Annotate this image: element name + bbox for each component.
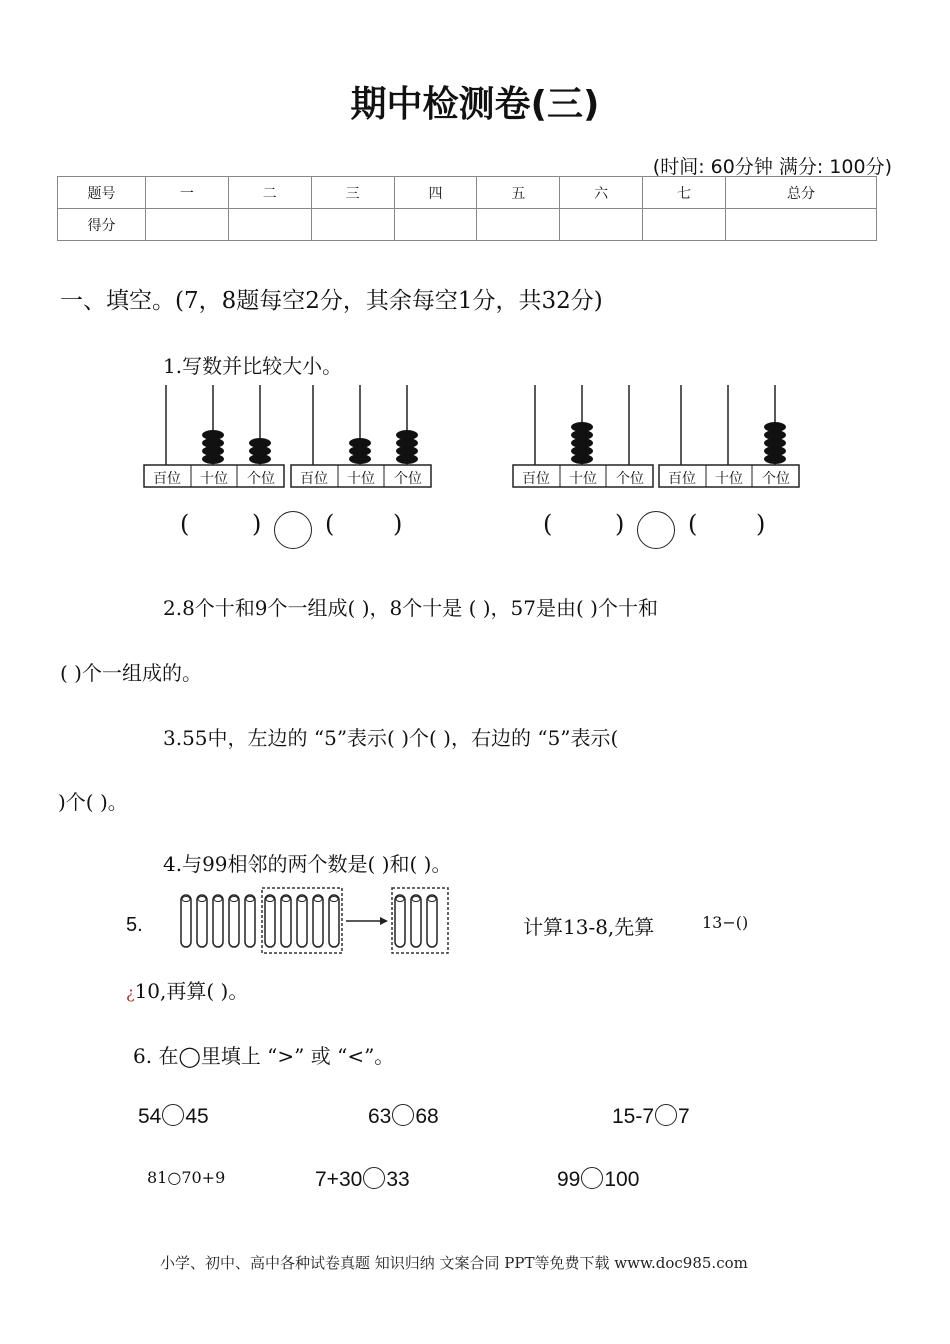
score-cell [146, 209, 229, 241]
place-label: 个位 [762, 471, 790, 487]
stick [313, 895, 323, 947]
place-label: 百位 [668, 471, 696, 487]
compare-left: 99 [557, 1168, 581, 1191]
compare-circle[interactable] [655, 1104, 677, 1126]
question-2-line2: ( )个一组成的。 [60, 661, 202, 685]
score-cell [311, 209, 394, 241]
question-3-line1: 3.55中，左边的 “5”表示( )个( )，右边的 “5”表示( [163, 726, 619, 750]
stick [197, 895, 207, 947]
stick [265, 895, 275, 947]
compare-item-small: 81○70+9 [147, 1168, 226, 1187]
score-header-cell: 五 [477, 177, 560, 209]
compare-circle[interactable] [363, 1167, 385, 1189]
answer-blank-open[interactable]: ( [688, 510, 698, 538]
score-table [57, 176, 877, 241]
abacus [512, 383, 654, 497]
score-header-cell: 题号 [58, 177, 146, 209]
score-cell [725, 209, 876, 241]
score-cell [394, 209, 477, 241]
place-label: 十位 [347, 471, 375, 487]
score-cell [643, 209, 726, 241]
compare-right: 7 [678, 1105, 690, 1128]
answer-blank-close[interactable]: ) [393, 510, 403, 538]
compare-item [315, 1167, 410, 1192]
place-label: 百位 [153, 471, 181, 487]
place-label: 个位 [394, 471, 422, 487]
abacus [290, 383, 432, 497]
stick [245, 895, 255, 947]
abacus-bead [202, 430, 224, 440]
compare-right: 68 [415, 1105, 439, 1128]
compare-left: 63 [368, 1105, 392, 1128]
score-cell [228, 209, 311, 241]
answer-blank-close[interactable]: ) [615, 510, 625, 538]
stick [181, 895, 191, 947]
place-label: 百位 [300, 471, 328, 487]
answer-blank-open[interactable]: ( [180, 510, 190, 538]
stick [427, 895, 437, 947]
question-5-text: 计算13-8,先算 [523, 915, 655, 939]
compare-left: 7+30 [315, 1168, 363, 1191]
place-label: 十位 [200, 471, 228, 487]
sticks-figure [180, 885, 465, 955]
answer-blank-open[interactable]: ( [325, 510, 335, 538]
score-header-cell: 四 [394, 177, 477, 209]
stick [329, 895, 339, 947]
answer-blank-open[interactable]: ( [543, 510, 553, 538]
stick [213, 895, 223, 947]
score-row-label: 得分 [58, 209, 146, 241]
compare-left: 15-7 [612, 1105, 655, 1128]
score-header-cell: 一 [146, 177, 229, 209]
compare-item [557, 1167, 639, 1192]
abacus-bead [571, 422, 593, 432]
compare-left: 54 [138, 1105, 162, 1128]
stick [395, 895, 405, 947]
score-cell [560, 209, 643, 241]
abacus [143, 383, 285, 497]
compare-item [612, 1104, 690, 1129]
compare-circle[interactable] [274, 511, 312, 549]
stick [281, 895, 291, 947]
compare-circle[interactable] [637, 511, 675, 549]
score-header-cell: 六 [560, 177, 643, 209]
stick [229, 895, 239, 947]
answer-blank-close[interactable]: ) [252, 510, 262, 538]
footer-text: 小学、初中、高中各种试卷真题 知识归纳 文案合同 PPT等免费下载 www.doc985.com [160, 1254, 748, 1272]
stick [297, 895, 307, 947]
question-2-line1: 2.8个十和9个一组成( )，8个十是 ( )，57是由( )个十和 [163, 596, 658, 620]
score-header-cell: 二 [228, 177, 311, 209]
score-header-cell: 三 [311, 177, 394, 209]
question-6: 6. 在◯里填上 “>” 或 “<”。 [133, 1044, 395, 1068]
compare-right: 33 [386, 1168, 410, 1191]
place-label: 十位 [569, 471, 597, 487]
question-5-line2: 10,再算( )。 [134, 979, 249, 1003]
question-3-line2: )个( )。 [58, 790, 128, 814]
stick [411, 895, 421, 947]
question-5-expr: 13−() [702, 913, 749, 932]
compare-item [138, 1104, 209, 1129]
compare-circle[interactable] [162, 1104, 184, 1126]
abacus-bead [349, 438, 371, 448]
abacus-bead [396, 430, 418, 440]
abacus [658, 383, 800, 497]
abacus-bead [249, 438, 271, 448]
answer-blank-close[interactable]: ) [756, 510, 766, 538]
compare-right: 45 [185, 1105, 209, 1128]
section-heading: 一、填空。(7，8题每空2分，其余每空1分，共32分) [60, 288, 603, 314]
stray-char: ¿ [126, 983, 135, 1002]
score-header-cell: 七 [643, 177, 726, 209]
page-title: 期中检测卷(三) [350, 84, 600, 125]
question-5-number: 5. [126, 914, 143, 936]
compare-circle[interactable] [581, 1167, 603, 1189]
time-score-info: (时间: 60分钟 满分: 100分) [652, 156, 892, 178]
question-1: 1.写数并比较大小。 [163, 354, 343, 378]
score-cell [477, 209, 560, 241]
question-4: 4.与99相邻的两个数是( )和( )。 [163, 852, 452, 876]
compare-item [368, 1104, 439, 1129]
compare-right: 100 [604, 1168, 640, 1191]
place-label: 十位 [715, 471, 743, 487]
place-label: 个位 [616, 471, 644, 487]
place-label: 百位 [522, 471, 550, 487]
compare-circle[interactable] [392, 1104, 414, 1126]
abacus-bead [764, 422, 786, 432]
score-header-cell: 总分 [725, 177, 876, 209]
place-label: 个位 [247, 471, 275, 487]
arrow-icon [380, 917, 388, 925]
